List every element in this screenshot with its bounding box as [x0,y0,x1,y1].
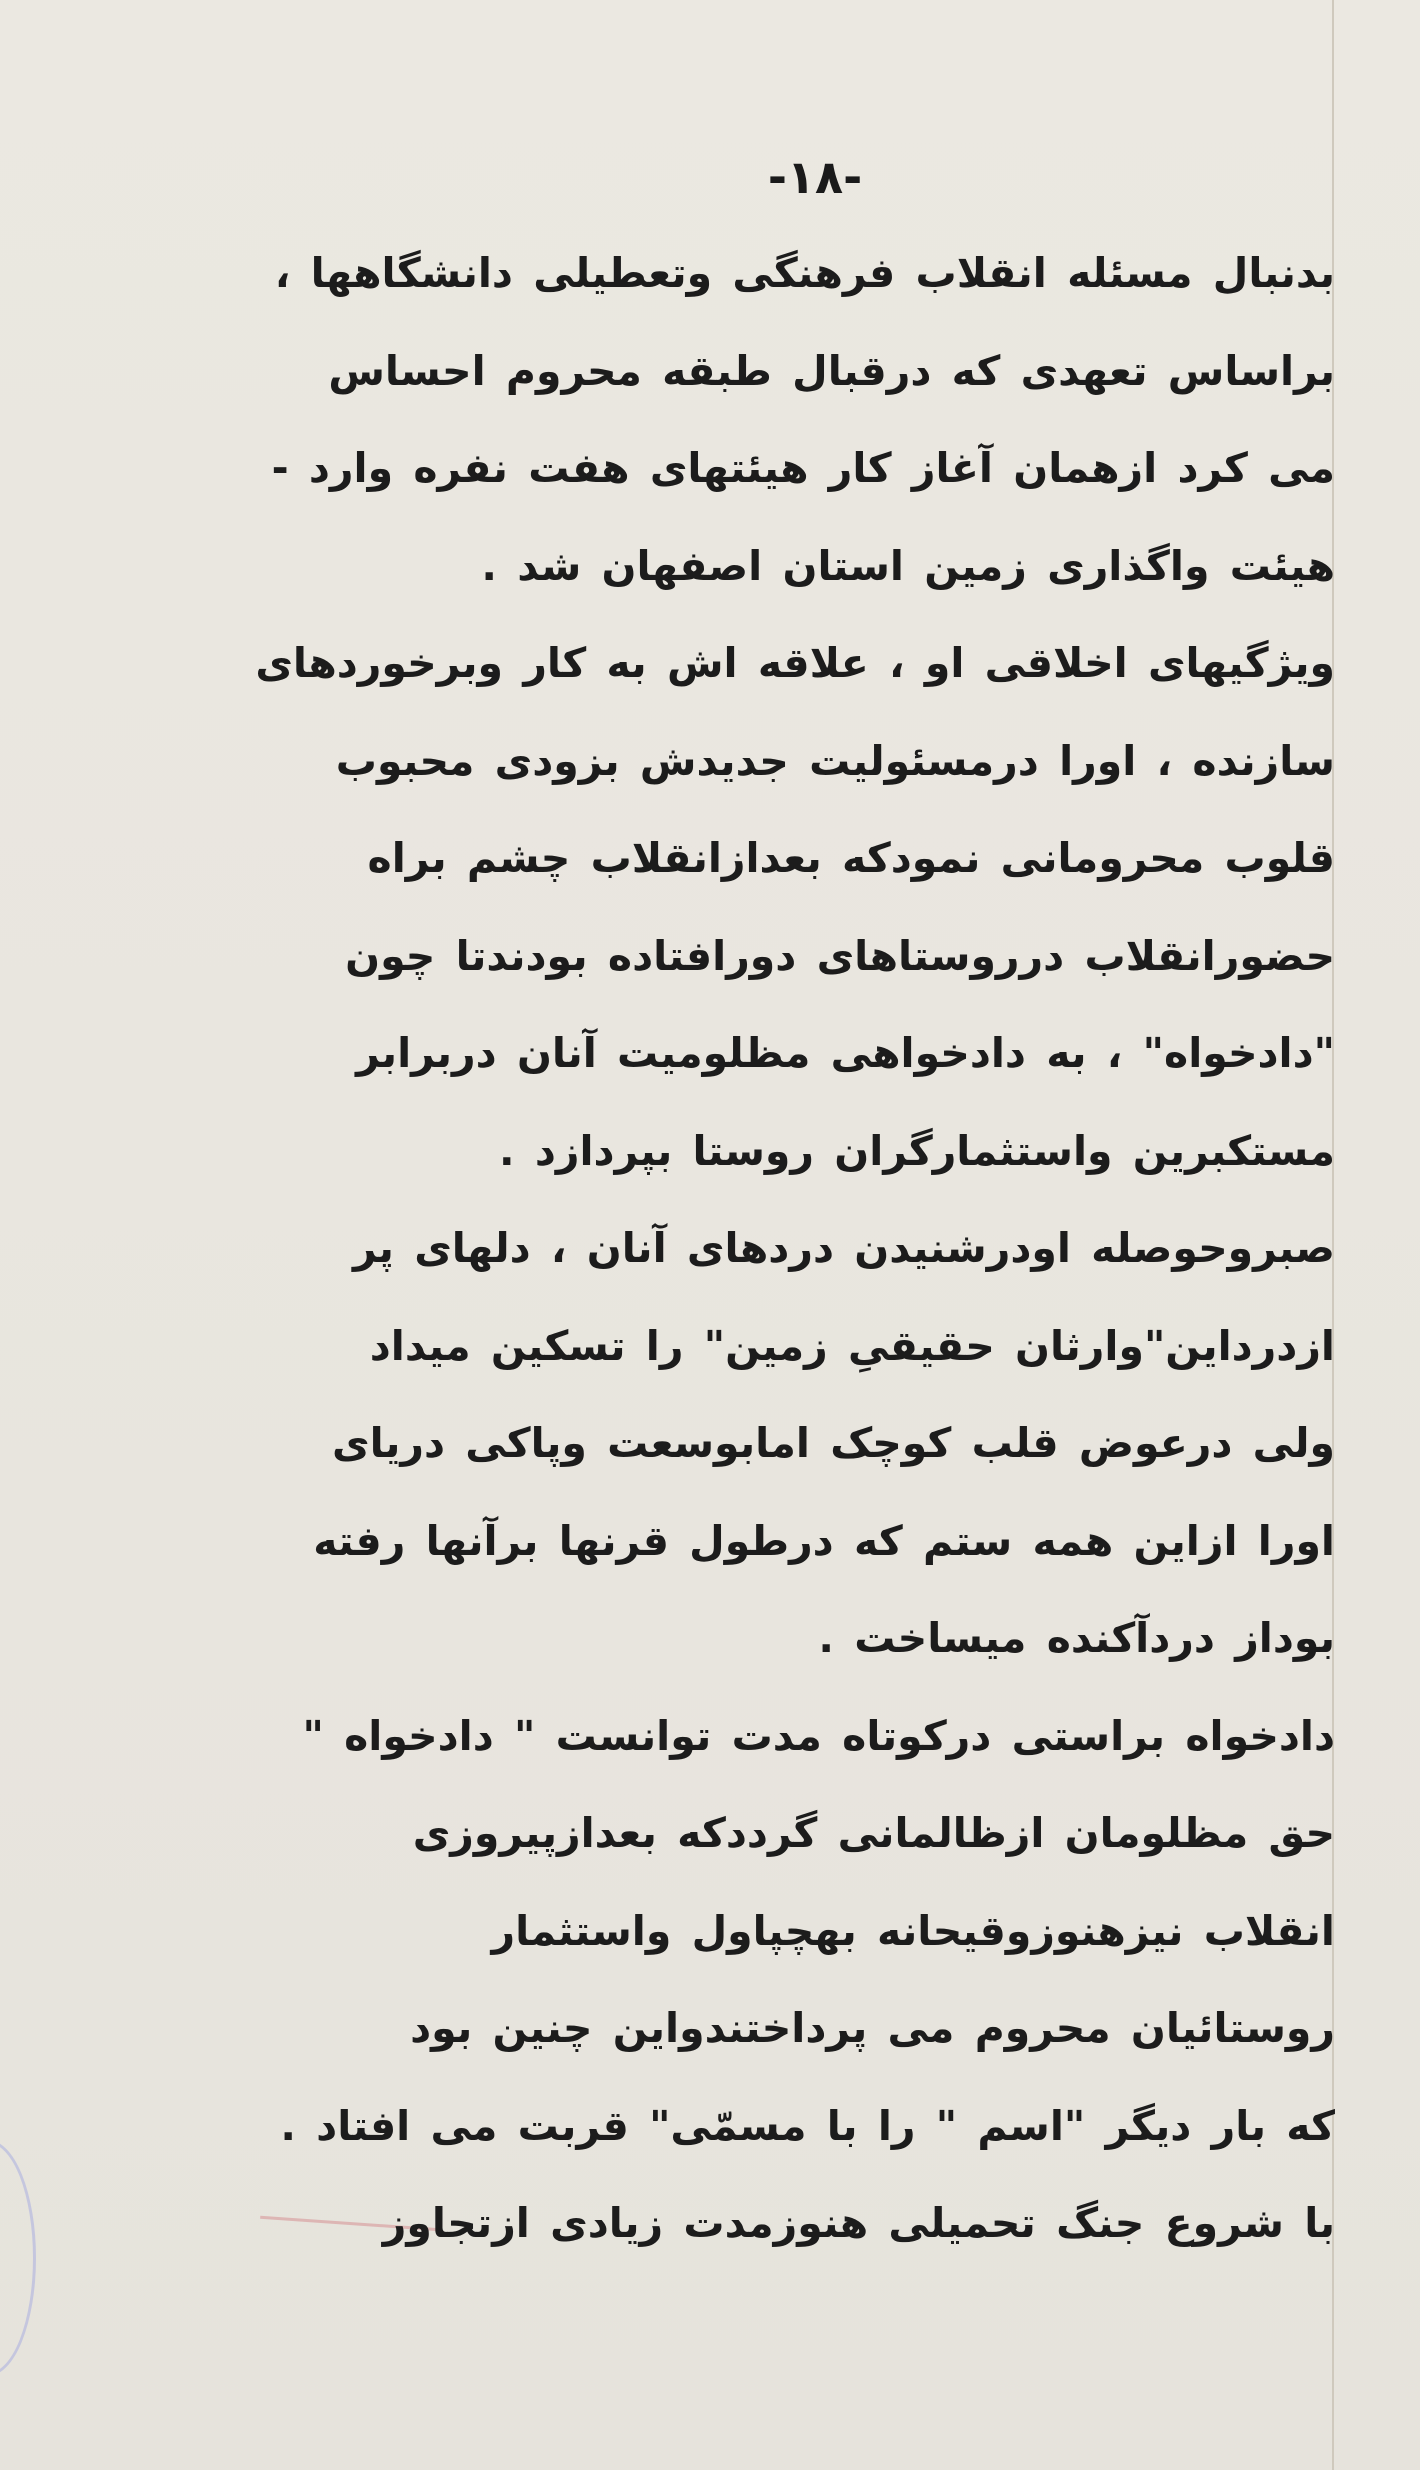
text-line: با شروع جنگ تحمیلی هنوزمدت زیادی ازتجاوز [382,2199,1335,2247]
text-line: ویژگیهای اخلاقی او ، علاقه اش به کار وبرخوردهای [255,639,1335,687]
text-line: قلوب محرومانی نمودکه بعدازانقلاب چشم براه [367,834,1335,882]
text-line: مستکبرین واستثمارگران روستا بپردازد . [498,1126,1335,1175]
text-line: اورا ازاین همه ستم که درطول قرنها برآنها رفته [313,1516,1335,1565]
text-line: می کرد ازهمان آغاز کار هیئتهای هفت نفره وارد - [271,444,1335,492]
text-line: بوداز دردآکنده میساخت . [818,1614,1335,1662]
text-line: دادخواه براستی درکوتاه مدت توانست " دادخواه " [302,1711,1335,1760]
text-line: هیئت واگذاری زمین استان اصفهان شد . [481,541,1335,590]
text-line: ازدرداین"وارثان حقیقیِ زمین" را تسکین میداد [369,1321,1335,1370]
text-line: سازنده ، اورا درمسئولیت جدیدش بزودی محبوب [335,736,1335,785]
text-line: حق مظلومان ازظالمانی گرددکه بعدازپیروزی [412,1809,1335,1857]
text-line: صبروحوصله اودرشنیدن دردهای آنان ، دلهای پر [353,1224,1335,1272]
text-line: بدنبال مسئله انقلاب فرهنگی وتعطیلی دانشگاهها ، [274,249,1335,297]
page-number: -۱۸- [767,150,863,204]
body-text [175,225,1335,2273]
text-line: براساس تعهدی که درقبال طبقه محروم احساس [328,346,1335,395]
text-line: حضورانقلاب درروستاهای دورافتاده بودندتا چون [345,931,1335,980]
text-line: که بار دیگر "اسم " را با مسمّی" قربت می افتاد . [280,2101,1335,2150]
text-line: "دادخواه" ، به دادخواهی مظلومیت آنان دربرابر [356,1029,1335,1077]
text-line: روستائیان محروم می پرداختندواین چنین بود [410,2004,1335,2052]
text-line: ولی درعوض قلب کوچک امابوسعت وپاکی دریای [332,1419,1335,1467]
blue-ink-mark [0,2140,36,2376]
text-line: انقلاب نیزهنوزوقیحانه بهچپاول واستثمار [491,1906,1335,1955]
